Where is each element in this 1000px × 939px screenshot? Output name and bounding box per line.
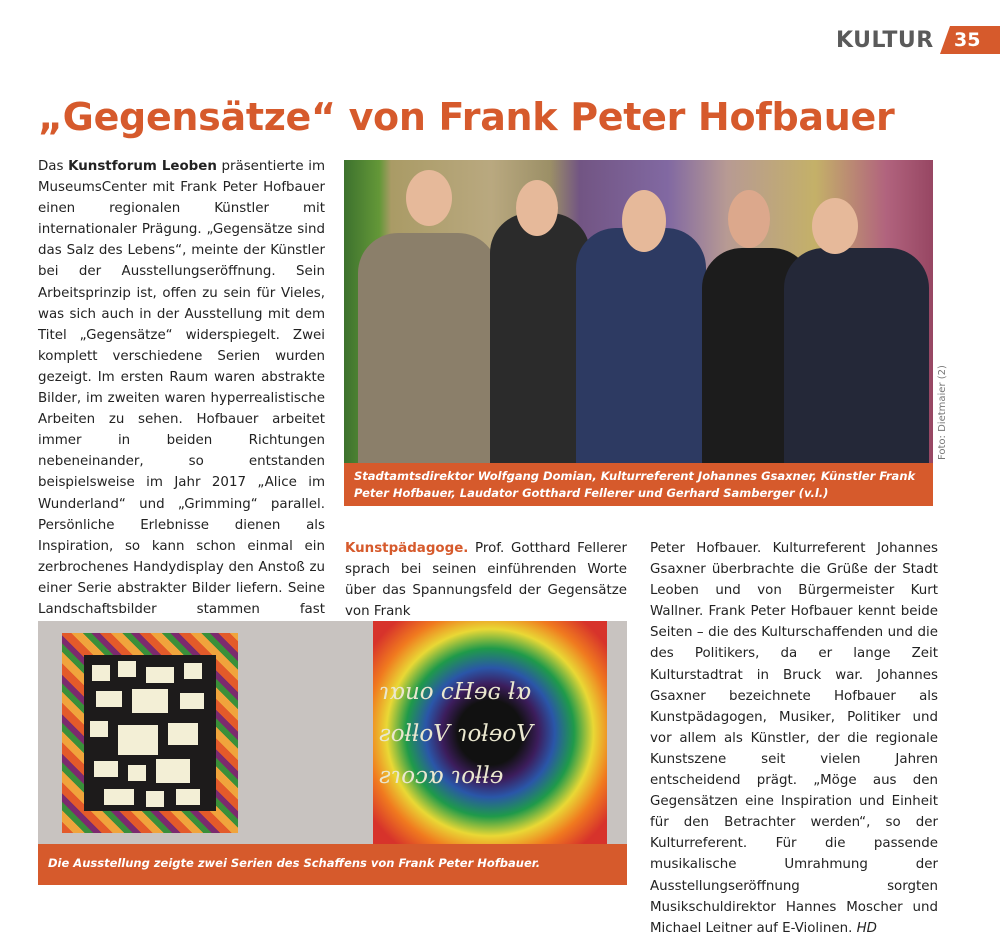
article-column-3	[650, 538, 938, 939]
painting-tile	[118, 725, 158, 755]
exhibition-caption-text: Die Ausstellung zeigte zwei Serien des Schaffens von Frank Peter Hofbauer.	[48, 856, 541, 870]
article-column-2	[345, 538, 627, 622]
person-2	[490, 213, 590, 463]
intro-column	[38, 156, 325, 662]
column-3-text: Peter Hofbauer. Kulturreferent Johannes Gsaxner überbrachte die Grüße der Stadt Leoben und von Bürgermeister Kurt Wallner. Frank Peter Hofbauer kennt beide Seiten – die des Kulturschaffenden und die des Politikers, da er lange Zeit Kulturstadtrat in Bruck war. Johannes Gsaxner bezeichnete Hofbauer als Kunstpädagogen, Musiker, Politiker und vor allem als Künstler, der die regionale Kunstszene seit vielen Jahren entscheidend prägt. „Möge aus den Gegensätzen eine Inspiration und Einheit für den Betrachter werden“, so der Kulturreferent. Für die passende musikalische Umrahmung der Ausstellungseröffnung sorgten Musikschuldirektor Hannes Moscher und Michael Leitner auf E-Violinen.	[650, 541, 938, 936]
intro-text-after: präsentierte im MuseumsCenter mit Frank Peter Hofbauer einen regionalen Künstler mit internationaler Prägung. „Gegensätze sind das Salz des Lebens“, meinte der Künstler bei der Ausstellungseröffnung. Sein Arbeitsprinzip ist, offen zu sein für Vieles, was sich auch in der Ausstellung mit dem Titel „Gegensätze“ widerspiegelt. Zwei komplett verschiedene Serien wurden gezeigt. Im ersten Raum waren abstrakte Bilder, im zweiten waren hyperrealistische Arbeiten zu sehen. Hofbauer arbeitet immer in beiden Richtungen nebeneinander, so entstanden beispielsweise im Jahr 2017 „Alice im Wunderland“ und „Grimming“ parallel. Persönliche Erlebnisse dienen als Inspiration, so kann schon einmal ein zerbrochenes Handydisplay den Anstoß zu einer Serie abstrakter Bilder liefern. Seine Landschaftsbilder stammen fast	[38, 159, 326, 617]
group-photo	[344, 160, 933, 463]
person-5-head	[812, 198, 858, 254]
painting-tile	[132, 689, 168, 713]
photo-credit: Foto: Dietmaier (2)	[937, 365, 948, 460]
section-label: KULTUR	[836, 28, 934, 53]
painting-tile	[104, 789, 134, 805]
painting-tile	[90, 721, 108, 737]
person-3	[576, 228, 706, 463]
painting-tile	[184, 663, 202, 679]
painting-text-line: ɿɒuo cHɘɢ ƚɒ	[379, 679, 531, 705]
article-title: „Gegensätze“ von Frank Peter Hofbauer	[38, 95, 895, 139]
exhibition-photo	[38, 621, 627, 844]
author-initials: HD	[856, 920, 877, 936]
painting-tile	[146, 667, 174, 683]
calligraphy-painting	[373, 621, 607, 844]
painting-tile	[168, 723, 198, 745]
painting-tile	[118, 661, 136, 677]
painting-tile	[128, 765, 146, 781]
person-3-head	[622, 190, 666, 252]
subhead-lead: Kunstpädagoge.	[345, 541, 469, 556]
exhibition-photo-caption	[38, 844, 627, 885]
group-photo-caption	[344, 463, 933, 506]
person-5	[784, 248, 929, 463]
painting-tile	[96, 691, 122, 707]
painting-tile	[156, 759, 190, 783]
page-number: 35	[954, 29, 981, 51]
painting-tile	[176, 789, 200, 805]
painting-text-line: ƨɿoɔɒ ɿoƚƚɘ	[379, 763, 504, 789]
person-2-head	[516, 180, 558, 236]
painting-tile	[94, 761, 118, 777]
group-photo-caption-text: Stadtamtsdirektor Wolfgang Domian, Kulturreferent Johannes Gsaxner, Künstler Frank Peter Hofbauer, Laudator Gotthard Fellerer und Gerhard Samberger (v.l.)	[354, 469, 916, 500]
painting-tile	[92, 665, 110, 681]
painting-tile	[180, 693, 204, 709]
painting-core	[84, 655, 216, 811]
intro-strong: Kunstforum Leoben	[68, 159, 217, 174]
intro-text-before: Das	[38, 159, 69, 174]
person-4-head	[728, 190, 770, 248]
person-1-head	[406, 170, 452, 226]
column-2-text: Prof. Gotthard Fellerer sprach bei seinen einführenden Worte über das Spannungsfeld der Gegensätze von Frank	[345, 541, 627, 620]
person-1	[358, 233, 498, 463]
abstract-painting	[62, 633, 238, 833]
painting-tile	[146, 791, 164, 807]
painting-text-line: ƨoƚƚoV ɿoƚɘoV	[379, 721, 533, 747]
